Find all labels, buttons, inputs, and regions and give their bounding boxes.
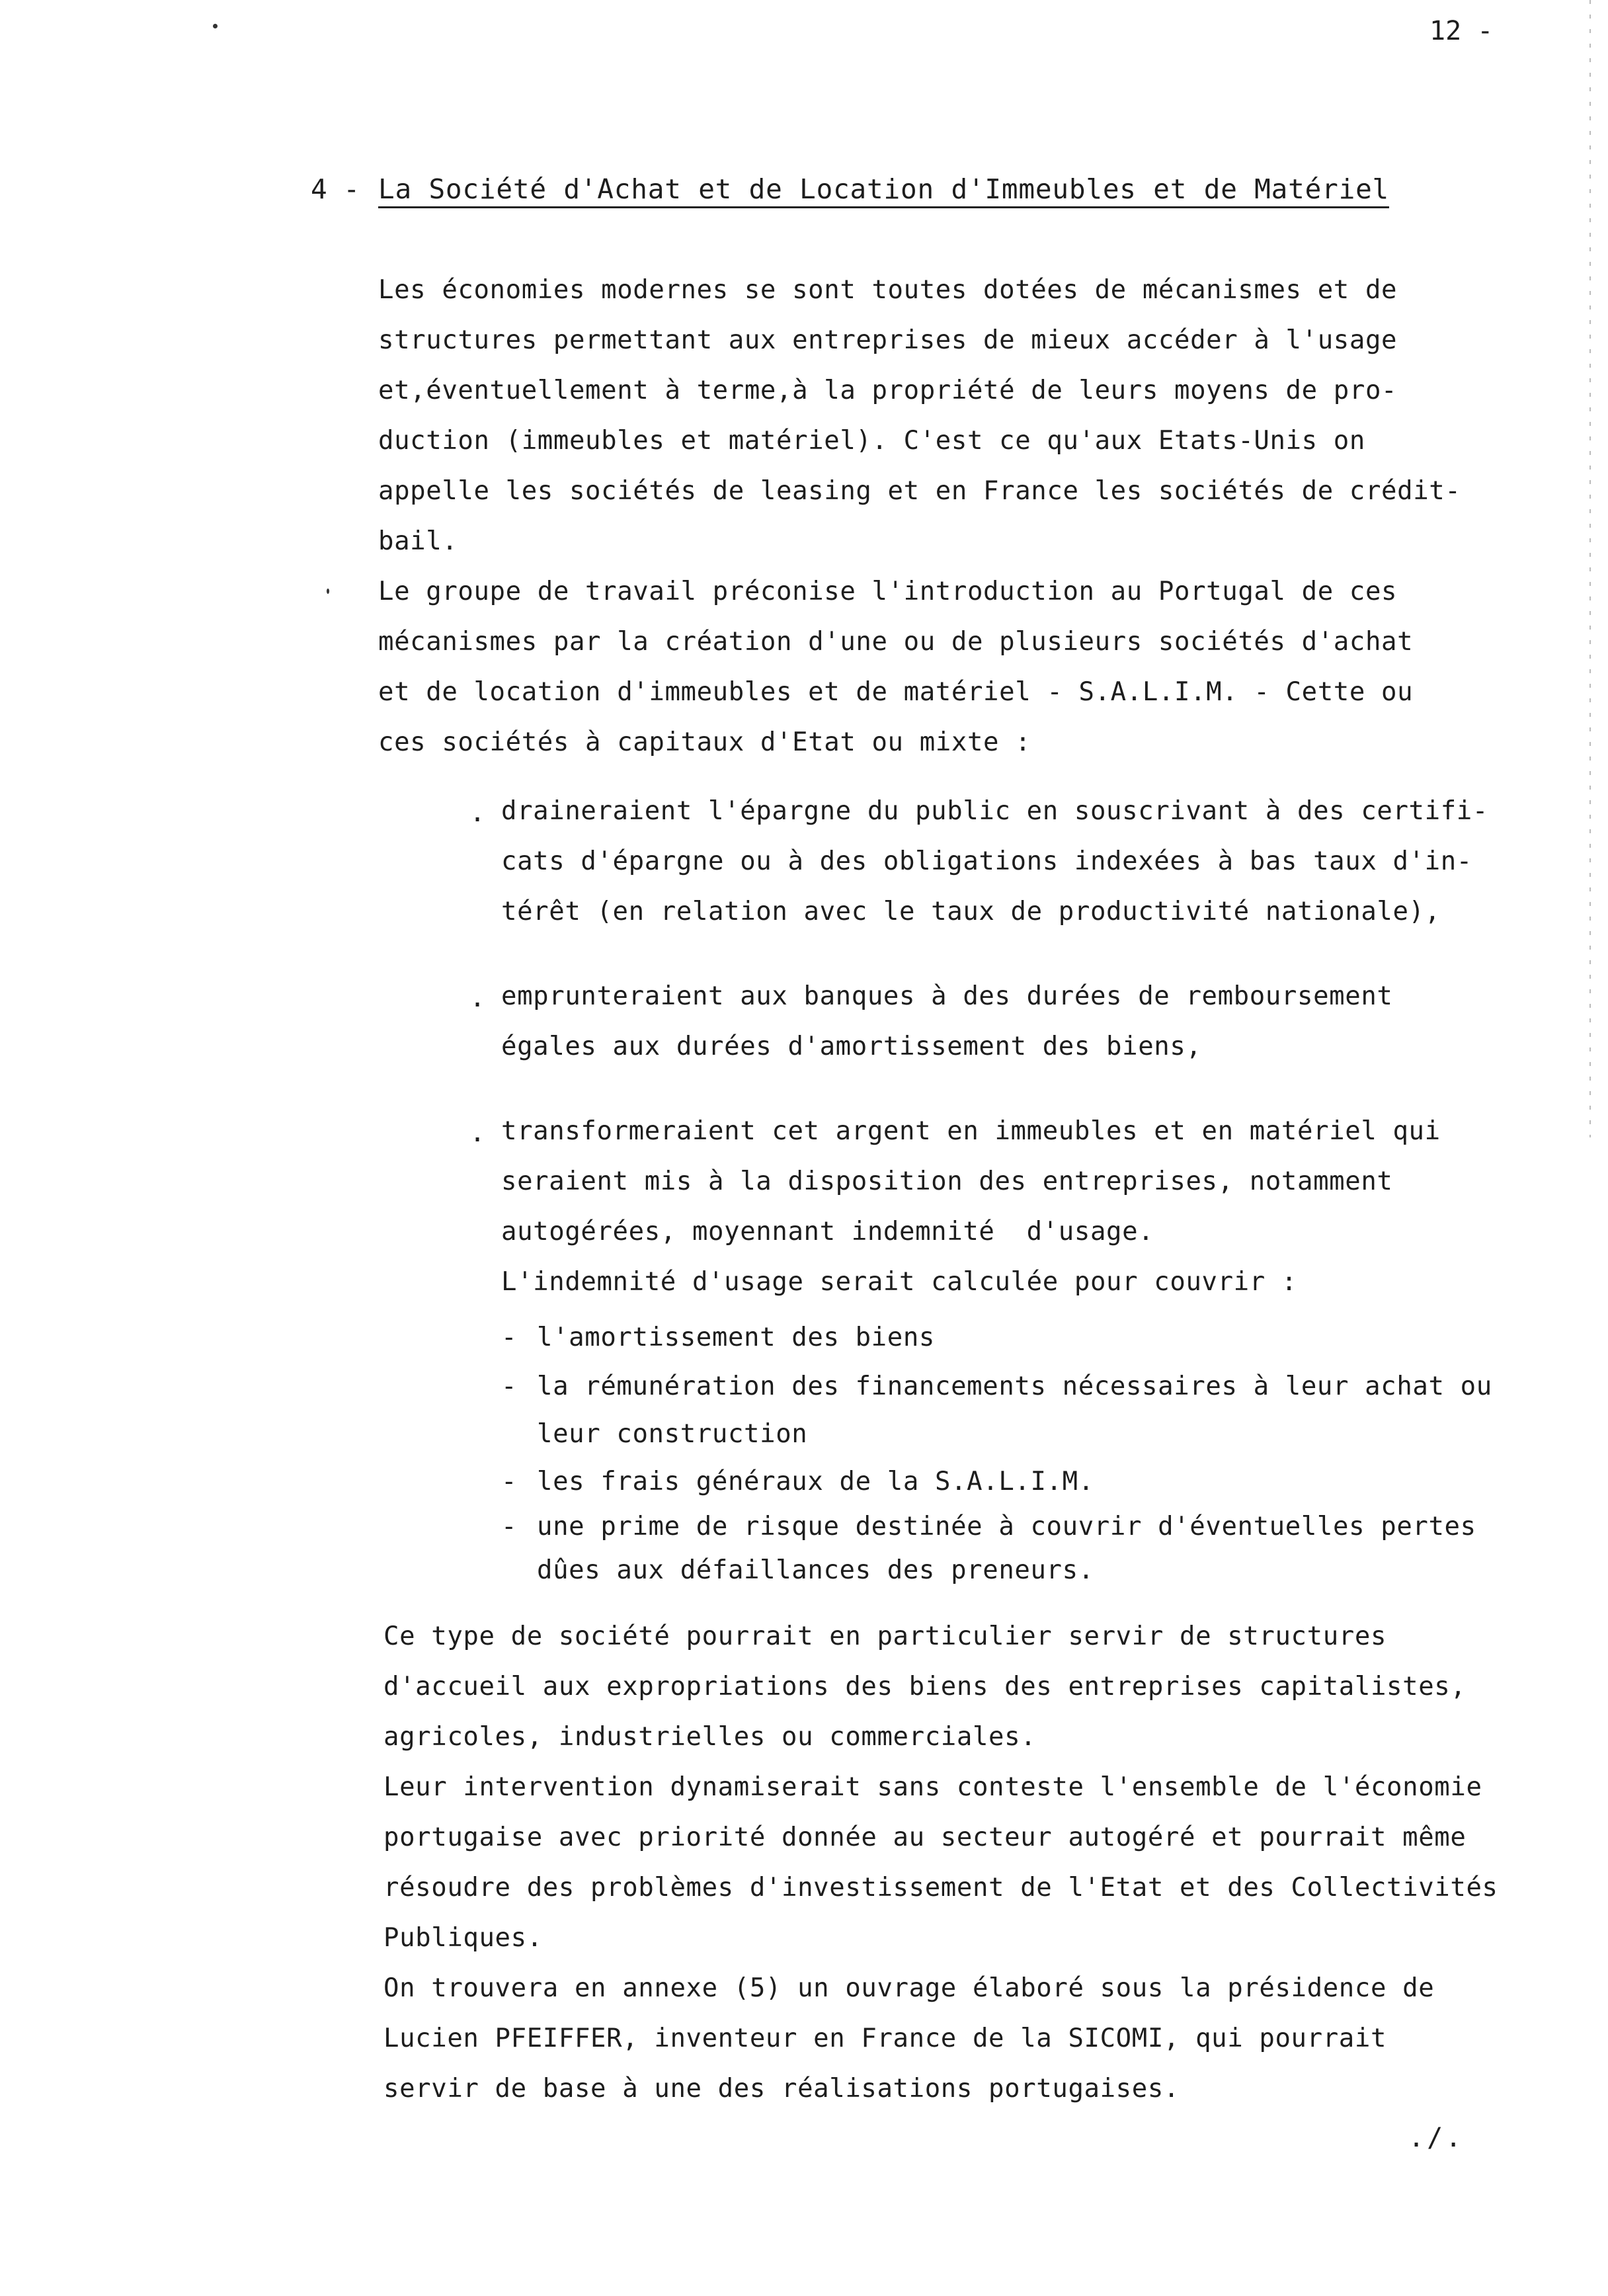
scan-edge-mark [1589, 0, 1591, 1137]
proposal-line: et de location d'immeubles et de matériel - S.A.L.I.M. - Cette ou [378, 677, 1414, 707]
page-number: 12 - [1429, 16, 1494, 46]
bullet-line: draineraient l'épargne du public en souscrivant à des certifi- [501, 796, 1488, 826]
closing-line: agricoles, industrielles ou commerciales. [383, 1722, 1037, 1752]
sub-item-line: la rémunération des financements nécessaires à leur achat ou [537, 1372, 1492, 1401]
bullet-marker: . [469, 983, 486, 1013]
bullet-marker: . [469, 1118, 486, 1148]
closing-line: servir de base à une des réalisations portugaises. [383, 2074, 1180, 2104]
bullet-line: cats d'épargne ou à des obligations indexées à bas taux d'in- [501, 846, 1472, 876]
bullet-line: emprunteraient aux banques à des durées de remboursement [501, 981, 1393, 1011]
sub-item-line: l'amortissement des biens [537, 1323, 935, 1352]
dash-marker: - [501, 1467, 517, 1496]
proposal-line: mécanismes par la création d'une ou de plusieurs sociétés d'achat [378, 627, 1414, 657]
closing-line: Publiques. [383, 1923, 543, 1953]
closing-line: Leur intervention dynamiserait sans conteste l'ensemble de l'économie [383, 1772, 1482, 1802]
sub-item-line: une prime de risque destinée à couvrir d'éventuelles pertes [537, 1512, 1476, 1541]
bullet-line: autogérées, moyennant indemnité d'usage. [501, 1217, 1154, 1247]
bullet-line: térêt (en relation avec le taux de productivité nationale), [501, 897, 1441, 926]
sub-item-line: dûes aux défaillances des preneurs. [537, 1555, 1094, 1585]
sub-item-line: les frais généraux de la S.A.L.I.M. [537, 1467, 1094, 1496]
intro-line: structures permettant aux entreprises de mieux accéder à l'usage [378, 325, 1398, 355]
dash-marker: - [501, 1323, 517, 1352]
bullet-line: transformeraient cet argent en immeubles et en matériel qui [501, 1116, 1441, 1146]
intro-line: duction (immeubles et matériel). C'est ce qu'aux Etats-Unis on [378, 426, 1365, 456]
intro-line: et,éventuellement à terme,à la propriété de leurs moyens de pro- [378, 376, 1398, 405]
dash-marker: - [501, 1512, 517, 1541]
scan-speck [327, 589, 329, 594]
closing-line: Ce type de société pourrait en particulier servir de structures [383, 1621, 1387, 1651]
closing-line: résoudre des problèmes d'investissement de l'Etat et des Collectivités [383, 1873, 1498, 1903]
bullet-line: égales aux durées d'amortissement des biens, [501, 1032, 1202, 1061]
bullet-line: L'indemnité d'usage serait calculée pour couvrir : [501, 1267, 1297, 1297]
continued-mark: ./. [1408, 2123, 1465, 2153]
section-number: 4 - [311, 173, 360, 205]
proposal-line: ces sociétés à capitaux d'Etat ou mixte : [378, 727, 1031, 757]
sub-item-line: leur construction [537, 1419, 808, 1449]
scan-speck [213, 24, 218, 28]
proposal-line: Le groupe de travail préconise l'introduction au Portugal de ces [378, 577, 1398, 606]
section-title: La Société d'Achat et de Location d'Immeubles et de Matériel [378, 173, 1389, 208]
closing-line: portugaise avec priorité donnée au secteur autogéré et pourrait même [383, 1823, 1467, 1852]
closing-line: On trouvera en annexe (5) un ouvrage élaboré sous la présidence de [383, 1973, 1435, 2003]
intro-line: appelle les sociétés de leasing et en France les sociétés de crédit- [378, 476, 1461, 506]
closing-line: d'accueil aux expropriations des biens des entreprises capitalistes, [383, 1672, 1467, 1702]
closing-line: Lucien PFEIFFER, inventeur en France de la SICOMI, qui pourrait [383, 2024, 1387, 2053]
bullet-marker: . [469, 798, 486, 828]
bullet-line: seraient mis à la disposition des entreprises, notamment [501, 1167, 1393, 1196]
intro-line: Les économies modernes se sont toutes dotées de mécanismes et de [378, 275, 1398, 305]
dash-marker: - [501, 1372, 517, 1401]
intro-line: bail. [378, 526, 458, 556]
